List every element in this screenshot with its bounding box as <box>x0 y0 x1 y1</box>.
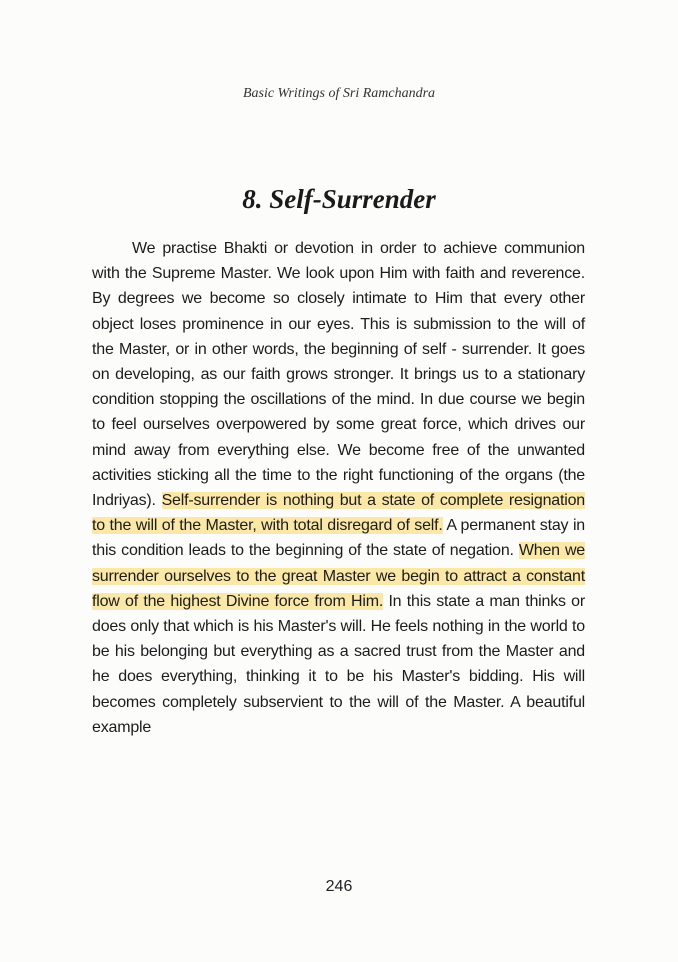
page-number: 246 <box>325 878 353 895</box>
running-header: Basic Writings of Sri Ramchandra <box>242 86 436 101</box>
highlighted-text: When we surrender ourselves to the great Master we begin to attract a constant flow of the highest Divine force from Him. <box>92 542 586 610</box>
paragraph <box>92 236 585 740</box>
chapter-title: 8. Self-Surrender <box>242 184 436 214</box>
text-segment: A permanent stay in this condition leads to the beginning of the state of negation. <box>92 517 585 560</box>
text-segment: We practise Bhakti or devotion in order to achieve communion with the Supreme Master. We look upon Him with faith and reverence. By degrees we become so closely intimate to Him that every other object loses prominence in our eyes. This is submission to the will of the Master, or in other words, the beginning of self - surrender. It goes on developing, as our faith grows stronger. It brings us to a stationary condition stopping the oscillations of the mind. In due course we begin to feel ourselves overpowered by some great force, which drives our mind away from everything else. We become free of the unwanted activities sticking all the time to the right functioning of the organs (the Indriyas). <box>92 240 585 510</box>
highlighted-text: Self-surrender is nothing but a state of complete resignation to the will of the Master, with total disregard of self. <box>92 492 585 535</box>
body-text <box>92 236 585 740</box>
text-segment: In this state a man thinks or does only that which is his Master's will. He feels nothing in the world to be his belonging but everything as a sacred trust from the Master and he does everything, thinking it to be his Master's bidding. His will becomes completely subservient to the will of the Master. A beautiful example <box>92 592 585 736</box>
